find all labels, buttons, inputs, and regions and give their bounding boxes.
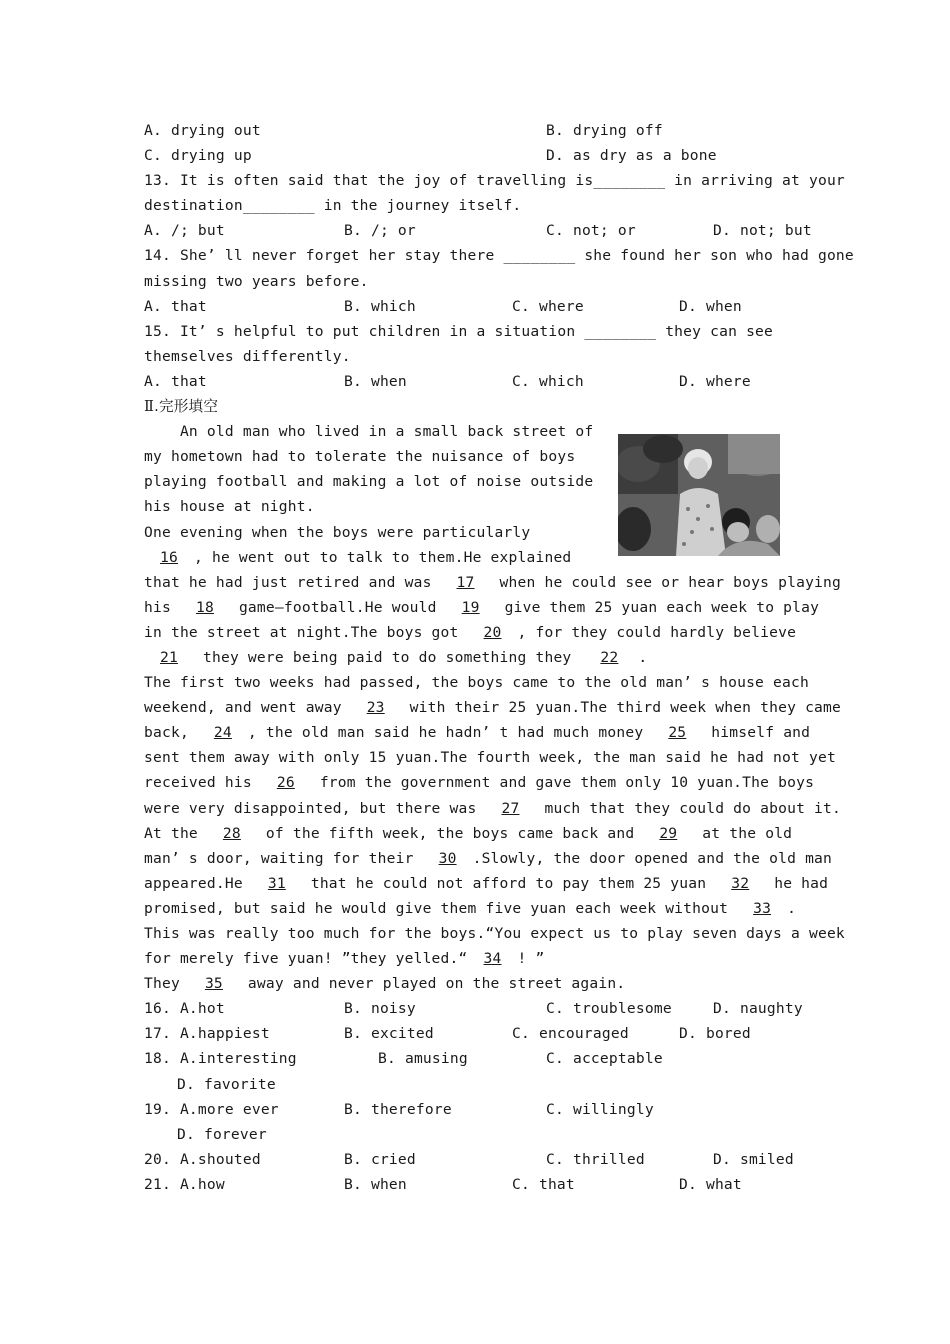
q13-stem-line-1: 13. It is often said that the joy of travelling is________ in arriving at your — [144, 172, 845, 190]
blank-30[interactable]: 30 — [438, 849, 457, 867]
q13-options — [144, 218, 814, 243]
q15-option-b: B. when — [344, 372, 407, 390]
q14-option-b: B. which — [344, 297, 416, 315]
q19-options — [144, 1097, 814, 1122]
passage-line-2: my hometown had to tolerate the nuisance of boys — [144, 448, 576, 466]
passage-text: that he could not afford to pay them 25 yuan — [301, 874, 716, 892]
q12-option-d: D. as dry as a bone — [546, 147, 717, 165]
blank-35[interactable]: 35 — [204, 975, 223, 993]
passage-text: man’ s door, waiting for their — [144, 849, 423, 867]
passage-line-19 — [144, 871, 829, 896]
passage-line-1: An old man who lived in a small back street of — [144, 423, 594, 441]
exam-page — [144, 118, 854, 1197]
passage-text: when he could see or hear boys playing — [490, 573, 842, 591]
q16-options — [144, 996, 814, 1021]
q18-option-a[interactable]: 18. A.interesting — [144, 1050, 297, 1068]
passage-text: he had — [765, 874, 829, 892]
q12-options-row-1 — [144, 118, 814, 143]
q20-option-b[interactable]: B. cried — [344, 1150, 416, 1168]
blank-28[interactable]: 28 — [222, 824, 241, 842]
blank-20[interactable]: 20 — [483, 623, 502, 641]
passage-line-3: playing football and making a lot of noise outside — [144, 473, 594, 491]
passage-text: weekend, and went away — [144, 699, 351, 717]
q12-option-b: B. drying off — [546, 122, 663, 139]
blank-17[interactable]: 17 — [456, 573, 475, 591]
passage-text: of the fifth week, the boys came back and — [256, 824, 644, 842]
passage-line-23 — [144, 971, 814, 996]
q19-option-d[interactable]: D. forever — [177, 1125, 267, 1143]
blank-32[interactable]: 32 — [731, 874, 750, 892]
blank-29[interactable]: 29 — [659, 824, 678, 842]
passage-text: himself and — [702, 724, 811, 742]
blank-24[interactable]: 24 — [213, 724, 232, 742]
passage-line-14: sent them away with only 15 yuan.The fourth week, the man said he had not yet — [144, 749, 836, 767]
blank-33[interactable]: 33 — [753, 899, 772, 917]
passage-line-18 — [144, 846, 833, 871]
q18-option-d[interactable]: D. favorite — [177, 1075, 276, 1093]
passage-text: . — [787, 899, 797, 917]
blank-16[interactable]: 16 — [160, 548, 178, 566]
q21-option-b[interactable]: B. when — [344, 1175, 407, 1193]
passage-text: , the old man said he hadn’ t had much money — [247, 724, 653, 742]
q17-option-c[interactable]: C. encouraged — [512, 1025, 629, 1043]
passage-photo — [618, 434, 780, 556]
passage-text: much that they could do about it. — [535, 799, 842, 817]
passage-text: his — [144, 598, 180, 616]
passage-text: they were being paid to do something they — [194, 648, 581, 666]
q21-option-a[interactable]: 21. A.how — [144, 1175, 225, 1193]
q21-option-c[interactable]: C. that — [512, 1175, 575, 1193]
photo-illustration — [618, 434, 780, 556]
passage-text: . — [638, 648, 648, 666]
q12-option-c: C. drying up — [144, 147, 252, 165]
q16-option-b[interactable]: B. noisy — [344, 1000, 416, 1018]
q15-option-a: A. that — [144, 372, 207, 390]
q15-option-d: D. where — [679, 372, 751, 390]
q14-stem-line-1: 14. She’ ll never forget her stay there ________ she found her son who had gone — [144, 247, 854, 265]
q19-option-c[interactable]: C. willingly — [546, 1100, 654, 1118]
passage-line-13 — [144, 720, 814, 745]
passage-text: ! ” — [517, 950, 545, 968]
q14-stem-line-2: missing two years before. — [144, 272, 369, 290]
q18-option-b[interactable]: B. amusing — [378, 1050, 468, 1068]
q16-option-a[interactable]: 16. A.hot — [144, 1000, 225, 1018]
q13-stem-line-2: destination________ in the journey itself. — [144, 197, 522, 215]
passage-line-5: One evening when the boys were particularly — [144, 523, 531, 541]
q18-options — [144, 1046, 814, 1071]
passage-text: give them 25 yuan each week to play — [495, 598, 820, 616]
q13-option-c: C. not; or — [546, 222, 636, 240]
q12-options-row-2 — [144, 143, 814, 168]
passage-text: promised, but said he would give them five yuan each week without — [144, 899, 738, 917]
q19-options-cont — [144, 1122, 814, 1147]
blank-34[interactable]: 34 — [483, 950, 502, 968]
passage-text: , he went out to talk to them.He explained — [194, 548, 572, 566]
passage-text: received his — [144, 774, 261, 792]
passage-text: from the government and gave them only 10 yuan.The boys — [310, 774, 815, 792]
q18-options-cont — [144, 1072, 814, 1097]
passage-line-20 — [144, 896, 814, 921]
passage-line-16 — [144, 796, 842, 821]
q20-option-a[interactable]: 20. A.shouted — [144, 1150, 261, 1168]
section-title: Ⅱ.完形填空 — [144, 398, 219, 416]
blank-21[interactable]: 21 — [160, 648, 178, 666]
q12-option-a: A. drying out — [144, 122, 261, 139]
blank-19[interactable]: 19 — [461, 598, 480, 616]
q21-options — [144, 1172, 814, 1197]
q14-option-d: D. when — [679, 297, 742, 315]
blank-18[interactable]: 18 — [195, 598, 214, 616]
q16-option-d[interactable]: D. naughty — [713, 1000, 803, 1018]
passage-line-11: The first two weeks had passed, the boys came to the old man’ s house each — [144, 674, 809, 692]
passage-text: for merely five yuan! ”they yelled.“ — [144, 950, 468, 968]
passage-text: They — [144, 975, 189, 993]
blank-23[interactable]: 23 — [366, 699, 385, 717]
q19-option-b[interactable]: B. therefore — [344, 1100, 452, 1118]
q16-option-c[interactable]: C. troublesome — [546, 1000, 672, 1018]
q13-option-b: B. /; or — [344, 222, 416, 240]
q13-option-a: A. /; but — [144, 222, 225, 240]
q15-option-c: C. which — [512, 372, 584, 390]
passage-text: away and never played on the street again. — [238, 975, 626, 993]
q17-option-b[interactable]: B. excited — [344, 1025, 434, 1043]
passage-text: that he had just retired and was — [144, 573, 441, 591]
q20-options — [144, 1147, 814, 1172]
passage-line-8 — [144, 595, 820, 620]
blank-27[interactable]: 27 — [501, 799, 520, 817]
passage-line-12 — [144, 695, 842, 720]
passage-line-15 — [144, 770, 814, 795]
passage-line-9 — [144, 620, 814, 645]
blank-26[interactable]: 26 — [276, 774, 295, 792]
passage-line-10 — [144, 645, 814, 670]
passage-text: at the old — [693, 824, 793, 842]
passage-text: At the — [144, 824, 207, 842]
passage-line-22 — [144, 946, 814, 971]
passage-text: in the street at night.The boys got — [144, 623, 468, 641]
q17-options — [144, 1021, 814, 1046]
passage-line-17 — [144, 821, 814, 846]
passage-text: with their 25 yuan.The third week when they came — [400, 699, 842, 717]
passage-text: , for they could hardly believe — [517, 623, 797, 641]
passage-text: back, — [144, 724, 198, 742]
passage-text: game—football.He would — [229, 598, 446, 616]
passage-text: appeared.He — [144, 874, 252, 892]
q14-option-a: A. that — [144, 297, 207, 315]
q14-option-c: C. where — [512, 297, 584, 315]
q20-option-c[interactable]: C. thrilled — [546, 1150, 645, 1168]
passage-text: were very disappointed, but there was — [144, 799, 486, 817]
q15-options — [144, 369, 814, 394]
passage-text: .Slowly, the door opened and the old man — [472, 849, 833, 867]
blank-22[interactable]: 22 — [600, 648, 619, 666]
q15-stem-line-1: 15. It’ s helpful to put children in a situation ________ they can see — [144, 322, 774, 340]
q19-option-a[interactable]: 19. A.more ever — [144, 1100, 279, 1118]
blank-25[interactable]: 25 — [668, 724, 687, 742]
q15-stem-line-2: themselves differently. — [144, 347, 351, 365]
q13-option-d: D. not; but — [713, 222, 812, 240]
q20-option-d[interactable]: D. smiled — [713, 1150, 794, 1168]
passage-line-4: his house at night. — [144, 498, 315, 516]
q17-option-d[interactable]: D. bored — [679, 1025, 751, 1043]
q18-option-c[interactable]: C. acceptable — [546, 1050, 663, 1068]
q21-option-d[interactable]: D. what — [679, 1175, 742, 1193]
passage-line-21: This was really too much for the boys.“You expect us to play seven days a week — [144, 925, 845, 942]
blank-31[interactable]: 31 — [267, 874, 286, 892]
q17-option-a[interactable]: 17. A.happiest — [144, 1025, 270, 1043]
q14-options — [144, 294, 814, 319]
passage-line-7 — [144, 570, 842, 595]
